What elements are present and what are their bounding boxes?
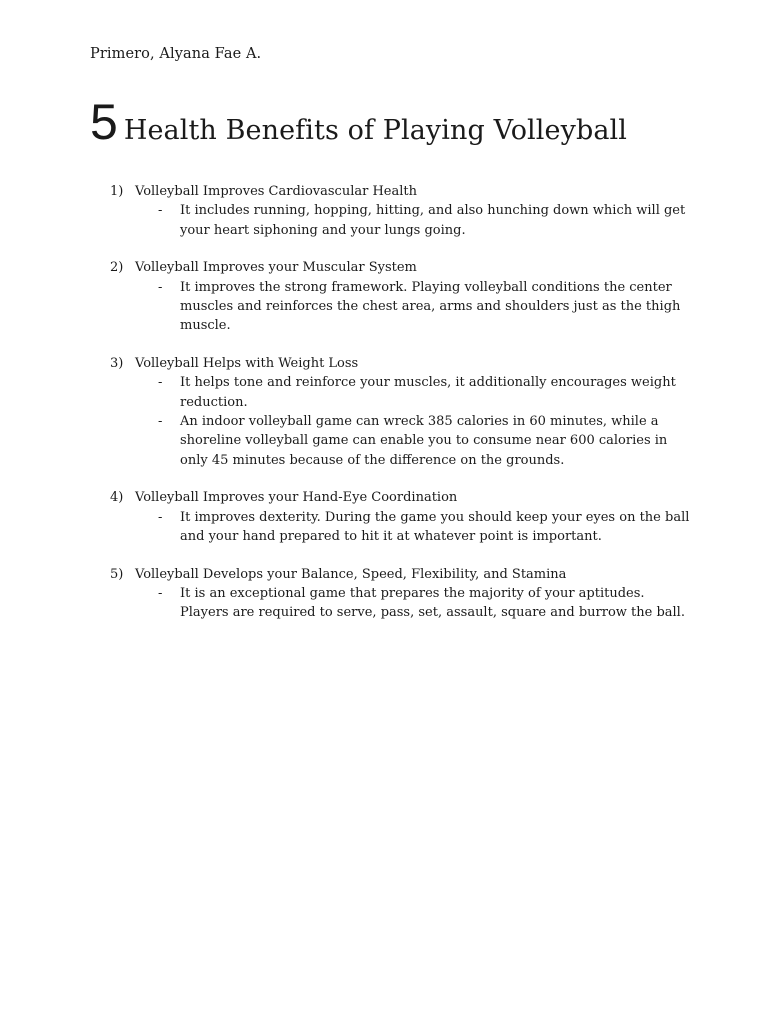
dash-bullet: - (158, 413, 163, 429)
list-item (110, 258, 690, 335)
list-item (110, 354, 690, 470)
dash-bullet: - (158, 203, 163, 219)
sub-point (158, 508, 690, 547)
sub-point-text: An indoor volleyball game can wreck 385 calories in 60 minutes, while a shoreline volleyball game can enable you to consume near 600 calories in only 45 minutes because of the difference on the grounds. (180, 413, 668, 468)
item-heading: Volleyball Improves your Hand-Eye Coordination (135, 490, 458, 506)
sub-point (158, 584, 690, 623)
sub-point (158, 278, 690, 336)
item-heading: Volleyball Develops your Balance, Speed, Flexibility, and Stamina (135, 566, 567, 582)
title-number: 5 (90, 94, 118, 150)
item-marker: 1) (110, 184, 124, 199)
author-name: Primero, Alyana Fae A. (90, 46, 262, 62)
sub-point-text: It includes running, hopping, hitting, and also hunching down which will get your heart siphoning and your lungs going. (180, 203, 686, 238)
sub-point-text: It improves dexterity. During the game you should keep your eyes on the ball and your hand prepared to hit it at whatever point is important. (180, 509, 690, 544)
item-heading: Volleyball Improves Cardiovascular Health (135, 184, 417, 199)
title-text: Health Benefits of Playing Volleyball (123, 115, 627, 146)
item-marker: 5) (110, 566, 124, 582)
dash-bullet: - (158, 509, 163, 525)
sub-point (158, 412, 690, 470)
sub-point-text: It helps tone and reinforce your muscles, it additionally encourages weight reduction. (180, 375, 676, 410)
page-title (90, 94, 627, 150)
sub-point (158, 373, 690, 412)
item-marker: 3) (110, 356, 124, 372)
sub-point-text: It improves the strong framework. Playing volleyball conditions the center muscles and reinforces the chest area, arms and shoulders just as the thigh muscle. (180, 279, 681, 334)
list-item (110, 182, 690, 240)
item-marker: 2) (110, 260, 124, 276)
item-heading: Volleyball Improves your Muscular System (135, 260, 417, 276)
benefits-list (110, 182, 690, 641)
dash-bullet: - (158, 279, 163, 295)
dash-bullet: - (158, 586, 163, 602)
item-heading: Volleyball Helps with Weight Loss (135, 356, 359, 372)
list-item (110, 488, 690, 546)
sub-point (158, 201, 690, 240)
list-item (110, 565, 690, 623)
dash-bullet: - (158, 375, 163, 391)
item-marker: 4) (110, 490, 124, 506)
sub-point-text: It is an exceptional game that prepares the majority of your aptitudes. Players are required to serve, pass, set, assault, square and burrow the ball. (180, 586, 685, 621)
